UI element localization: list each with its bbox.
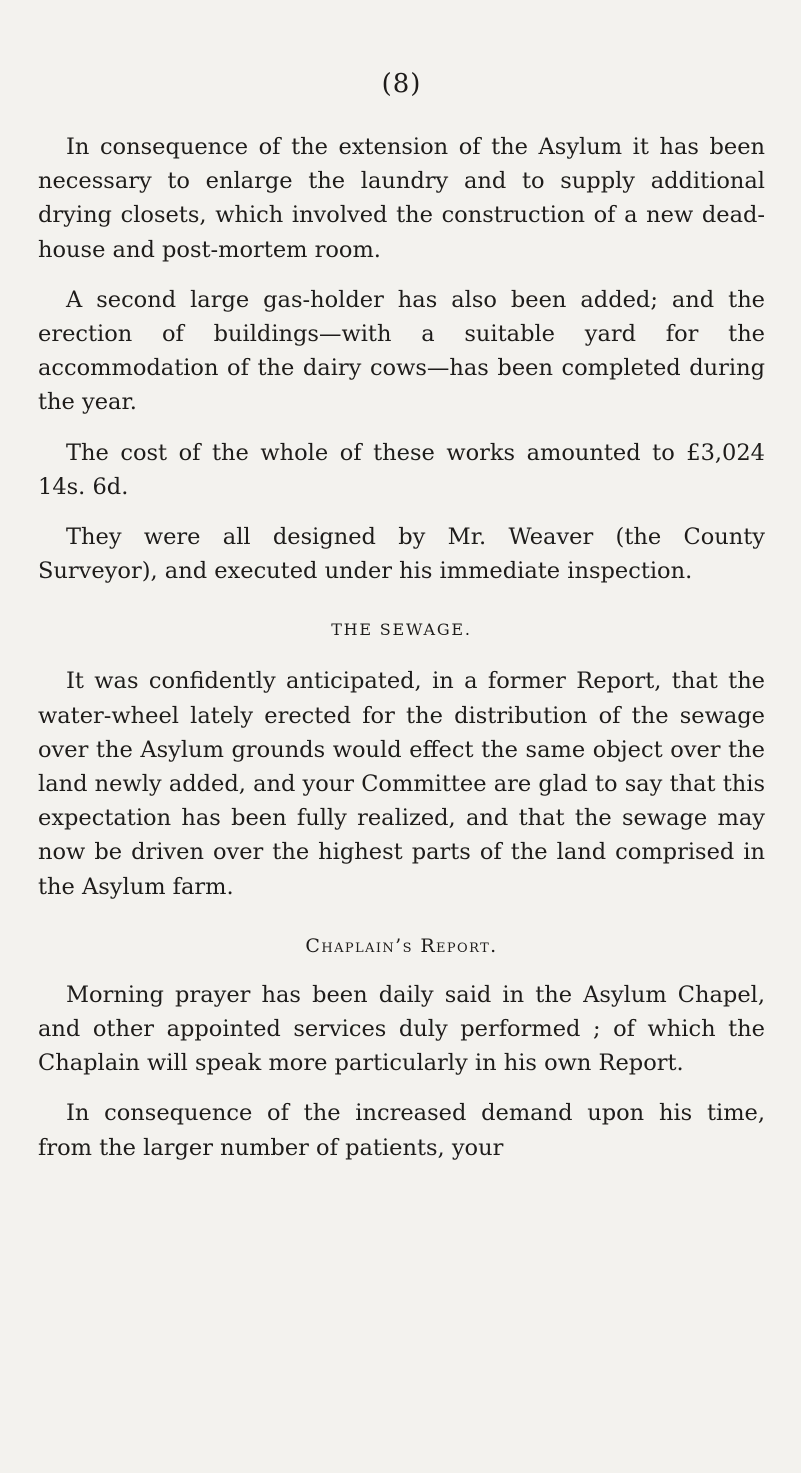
- paragraph-designed-by: They were all designed by Mr. Weaver (the County Surveyor), and executed under his immediate inspection.: [38, 524, 765, 585]
- paragraph-morning-prayer: Morning prayer has been daily said in the Asylum Chapel, and other appointed services duly performed ; of which the Chaplain will speak more particularly in his own Report.: [38, 981, 765, 1077]
- paragraph-laundry-extension: In consequence of the extension of the Asylum it has been necessary to enlarge the laundry and to supply additional drying closets, which involved the construction of a new dead-house and post-mortem room.: [38, 134, 765, 263]
- page-number: (8): [381, 69, 422, 99]
- paragraph-works-cost: The cost of the whole of these works amounted to £3,024 14s. 6d.: [38, 439, 765, 500]
- paragraph-gas-holder: A second large gas-holder has also been added; and the erection of buildings—with a suitable yard for the accommodation of the dairy cows—has been completed during the year.: [38, 286, 765, 416]
- paragraph-increased-demand: In consequence of the increased demand upon his time, from the larger number of patients, your: [38, 1100, 765, 1161]
- paragraph-sewage: It was confidently anticipated, in a former Report, that the water-wheel lately erected for the distribution of the sewage over the Asylum grounds would effect the same object over the land newly added, and your Committee are glad to say that this expectation has been fully realized, and that the sewage may now be driven over the highest parts of the land comprised in the Asylum farm.: [38, 668, 765, 900]
- section-heading-sewage: THE SEWAGE.: [331, 620, 472, 640]
- section-heading-chaplain-report: Chaplain’s Report.: [305, 934, 498, 957]
